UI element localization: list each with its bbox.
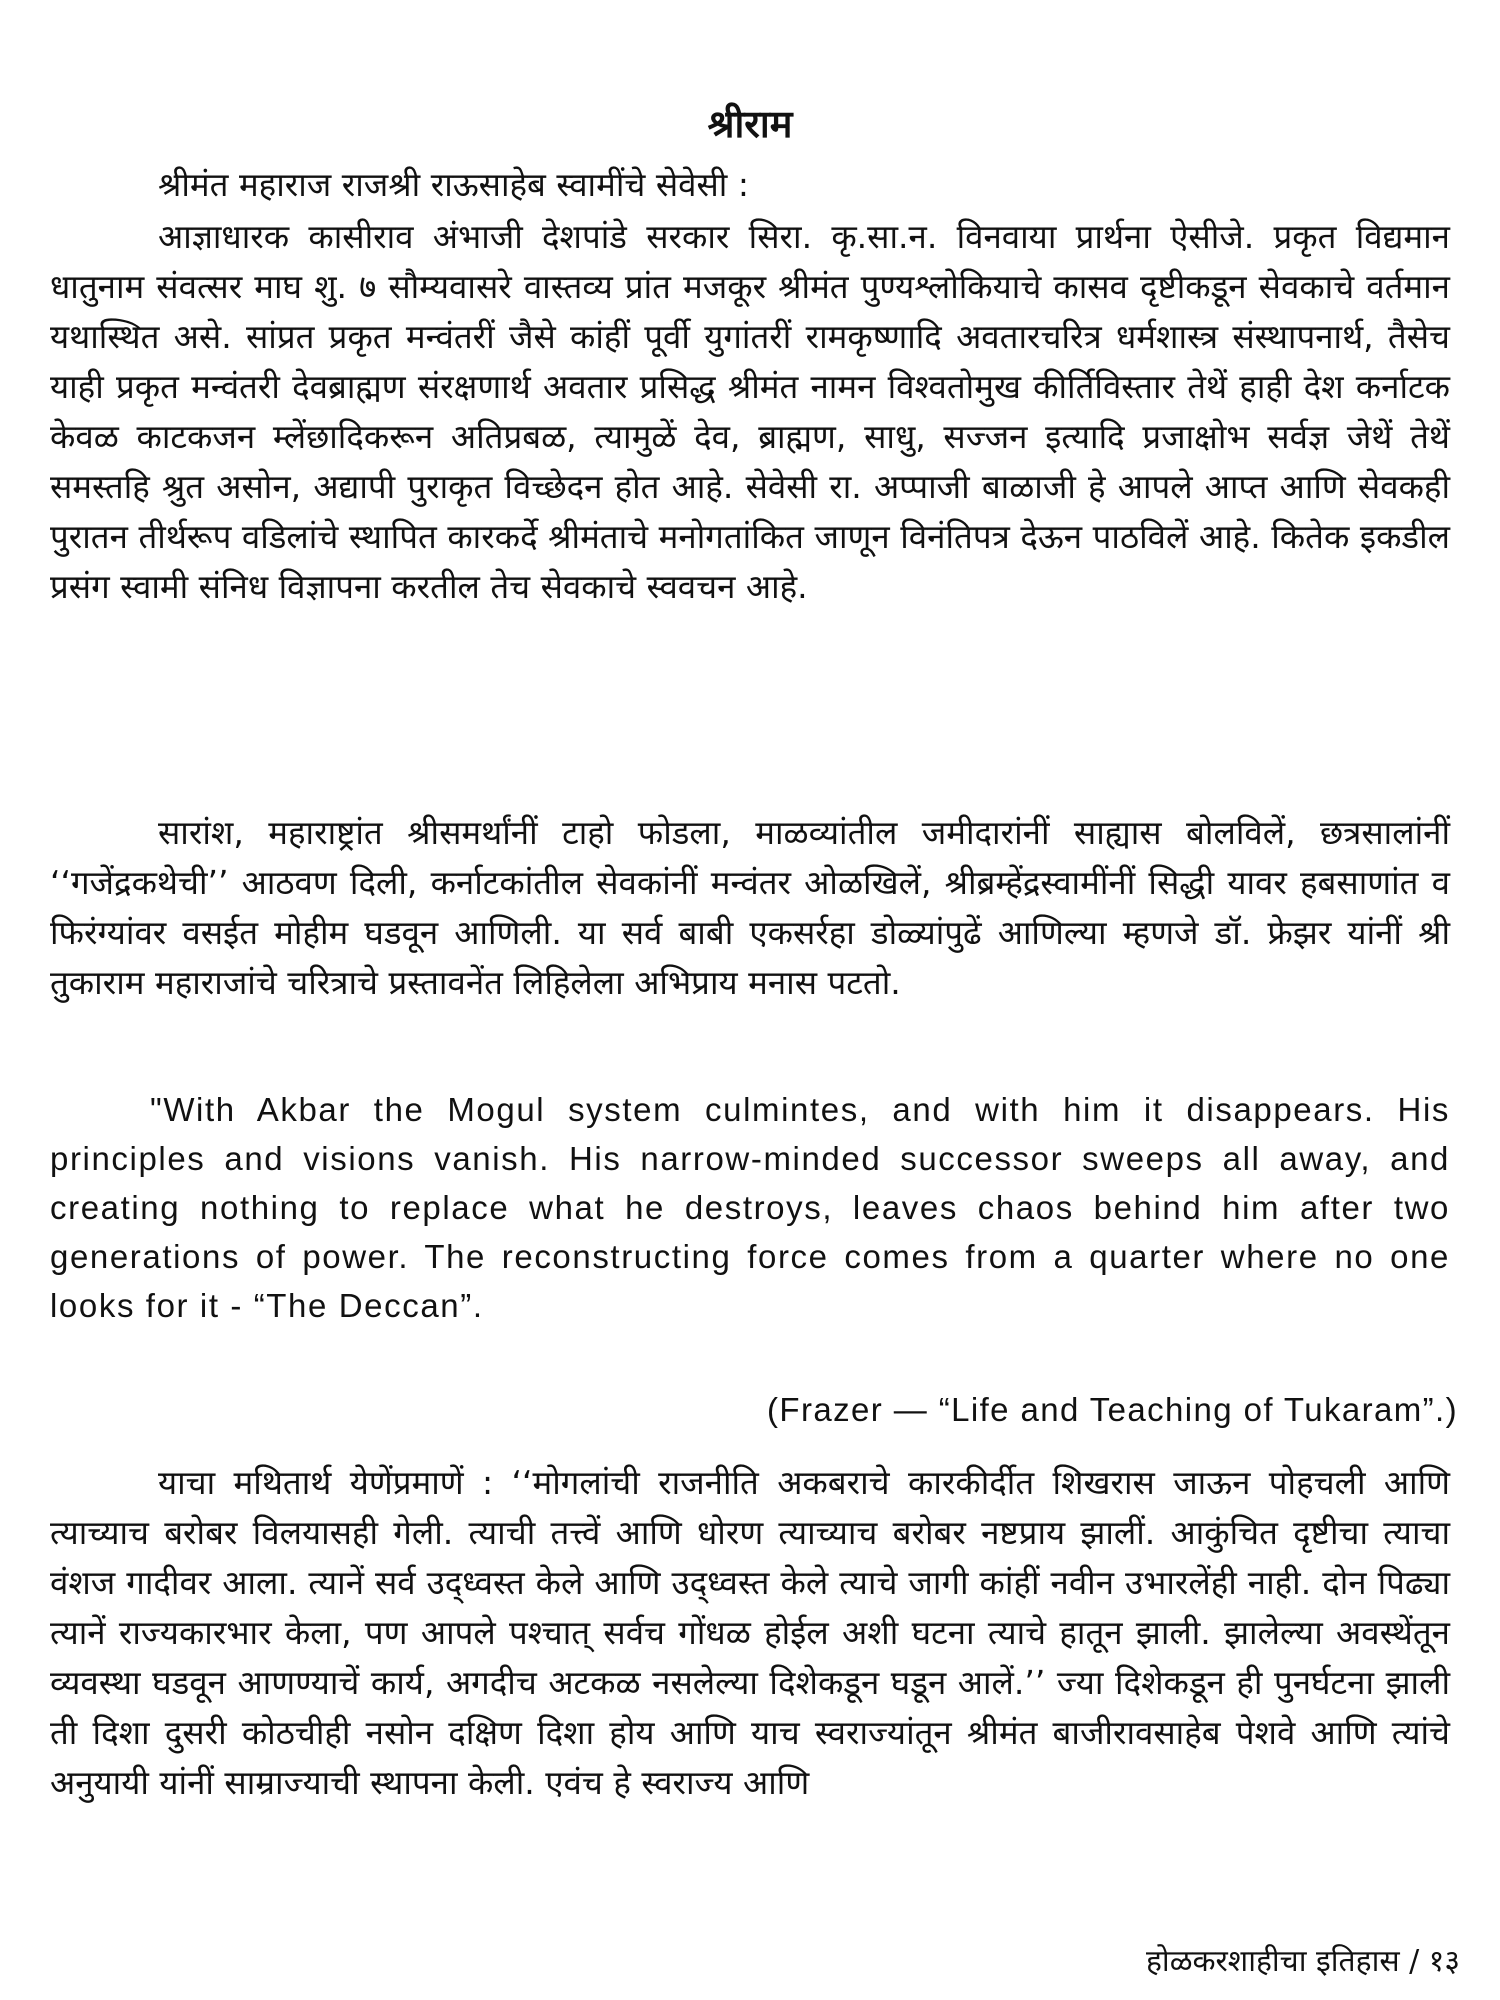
paragraph-1: आज्ञाधारक कासीराव अंभाजी देशपांडे सरकार सिरा. कृ.सा.न. विनवाया प्रार्थना ऐसीजे. प्रकृत विद्यमान धातुनाम संवत्सर माघ शु. ७ सौम्यवासरे वास्तव्य प्रांत मजकूर श्रीमंत पुण्यश्लोकियाचे कासव दृष्टीकडून सेवकाचे वर्तमान यथास्थित असे. सांप्रत प्रकृत मन्वंतरीं जैसे कांहीं पूर्वी युगांतरीं रामकृष्णादि अवतारचरित्र धर्मशास्त्र संस्थापनार्थ, तैसेच याही प्रकृत मन्वंतरी देवब्राह्मण संरक्षणार्थ अवतार प्रसिद्ध श्रीमंत नामन विश्वतोमुख कीर्तिविस्तार तेथें हाही देश कर्नाटक केवळ काटकजन म्लेंछादिकरून अतिप्रबळ, त्यामुळें देव, ब्राह्मण, साधु, सज्जन इत्यादि प्रजाक्षोभ सर्वज्ञ जेथें तेथें समस्तहि श्रुत असोन, अद्यापी पुराकृत विच्छेदन होत आहे. सेवेसी रा. अप्पाजी बाळाजी हे आपले आप्त आणि सेवकही पुरातन तीर्थरूप वडिलांचे स्थापित कारकर्दे श्रीमंताचे मनोगतांकित जाणून विनंतिपत्र देऊन पाठविलें आहे. कितेक इकडील प्रसंग स्वामी संनिध विज्ञापना करतील तेच सेवकाचे स्ववचन आहे. xyxy=(50,217,1450,606)
paragraph-3: याचा मथितार्थ येणेंप्रमाणें : ‘‘मोगलांची राजनीति अकबराचे कारकीर्दीत शिखरास जाऊन पोहचली आणि त्याच्याच बरोबर विलयासही गेली. त्याची तत्त्वें आणि धोरण त्याच्याच बरोबर नष्टप्राय झालीं. आकुंचित दृष्टीचा त्याचा वंशज गादीवर आला. त्यानें सर्व उद्ध्वस्त केले आणि उद्ध्वस्त केले त्याचे जागी कांहीं नवीन उभारलेंही नाही. दोन पिढ्या त्यानें राज्यकारभार केला, पण आपले पश्चात् सर्वच गोंधळ होईल अशी घटना त्याचे हातून झाली. झालेल्या अवस्थेंतून व्यवस्था घडवून आणण्याचें कार्य, अगदीच अटकळ नसलेल्या दिशेकडून घडून आलें.’’ ज्या दिशेकडून ही पुनर्घटना झाली ती दिशा दुसरी कोठचीही नसोन दक्षिण दिशा होय आणि याच स्वराज्यांतून श्रीमंत बाजीरावसाहेब पेशवे आणि त्यांचे अनुयायी यांनीं साम्राज्याची स्थापना केली. एवंच हे स्वराज्य आणि xyxy=(50,1463,1450,1802)
salutation-line: श्रीमंत महाराज राजश्री राऊसाहेब स्वामींचे सेवेसी : xyxy=(158,165,749,204)
page-title: श्रीराम xyxy=(707,102,793,147)
page-footer: होळकरशाहीचा इतिहास / १३ xyxy=(1146,1944,1460,1979)
quote-attribution: (Frazer — “Life and Teaching of Tukaram”.) xyxy=(767,1391,1458,1428)
paragraph-2: सारांश, महाराष्ट्रांत श्रीसमर्थांनीं टाहो फोडला, माळव्यांतील जमीदारांनीं साह्यास बोलविलें, छत्रसालांनीं ‘‘गजेंद्रकथेची’’ आठवण दिली, कर्नाटकांतील सेवकांनीं मन्वंतर ओळखिलें, श्रीब्रम्हेंद्रस्वामींनीं सिद्धी यावर हबसाणांत व फिरंग्यांवर वसईत मोहीम घडवून आणिली. या सर्व बाबी एकसर्रहा डोळ्यांपुढें आणिल्या म्हणजे डॉ. फ्रेझर यांनीं श्री तुकाराम महाराजांचे चरित्राचे प्रस्तावनेंत लिहिलेला अभिप्राय मनास पटतो. xyxy=(50,813,1450,1002)
english-quote: "With Akbar the Mogul system culmintes, and with him it disappears. His principles and visions vanish. His narrow-minded successor sweeps all away, and creating nothing to replace what he destroys, leaves chaos behind him after two generations of power. The reconstructing force comes from a quarter where no one looks for it - “The Deccan”. xyxy=(50,1091,1450,1324)
